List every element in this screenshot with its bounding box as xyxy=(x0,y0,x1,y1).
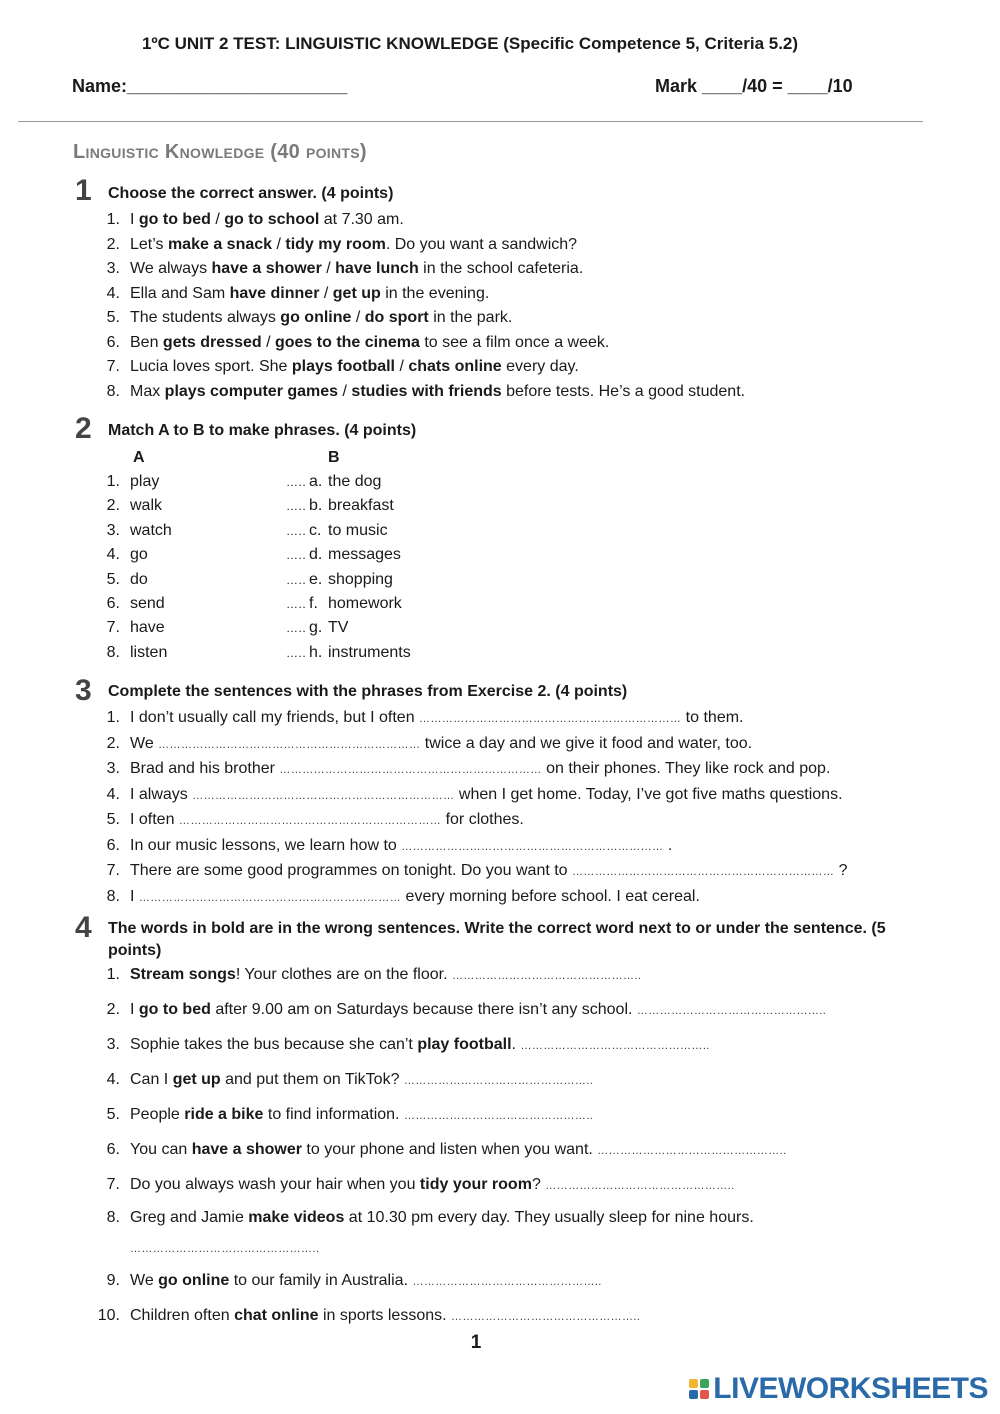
option-1[interactable]: go online xyxy=(280,309,352,326)
column-a-word: watch xyxy=(130,521,172,539)
item-text: We xyxy=(130,1272,159,1289)
answer-blank[interactable]: ………………………………………….. xyxy=(130,1243,320,1255)
item-number: 3. xyxy=(106,260,120,277)
exercise-3-item xyxy=(0,732,848,758)
item-number: 5. xyxy=(106,309,120,326)
answer-blank[interactable]: ………………………………………….. xyxy=(520,1040,710,1052)
item-text: to them. xyxy=(681,709,744,726)
item-number: 6. xyxy=(106,1141,120,1158)
answer-blank[interactable]: ………………………………………….. xyxy=(636,1005,827,1017)
item-number: 9. xyxy=(106,1272,120,1289)
column-b-letter: e. xyxy=(309,570,323,588)
item-number: 2. xyxy=(106,1001,120,1018)
exercise-4-item xyxy=(0,1264,826,1299)
answer-blank[interactable]: ….. xyxy=(286,475,307,489)
item-text: We always xyxy=(130,260,212,277)
row-number: 1. xyxy=(106,473,120,490)
exercise-1-item xyxy=(0,306,745,331)
option-2[interactable]: tidy my room xyxy=(285,235,386,253)
item-text: I often xyxy=(130,811,179,828)
column-b-phrase: shopping xyxy=(328,570,393,588)
item-text: I xyxy=(130,1001,139,1018)
option-2[interactable]: go to school xyxy=(224,211,320,228)
exercise-4-item xyxy=(0,1098,826,1133)
item-text: on their phones. They like rock and pop. xyxy=(541,760,831,777)
exercise-3-item xyxy=(0,859,848,885)
item-text: at 7.30 am. xyxy=(319,211,404,228)
exercise-1-number: 1 xyxy=(75,174,92,207)
option-1[interactable]: gets dressed xyxy=(162,333,262,351)
item-text: Do you always wash your hair when you xyxy=(130,1176,420,1193)
column-b-phrase: homework xyxy=(328,594,402,612)
item-number: 7. xyxy=(106,1176,120,1193)
item-text: I xyxy=(130,887,139,905)
row-number: 6. xyxy=(106,594,120,612)
exercise-4-item xyxy=(0,1168,826,1203)
column-b-header: B xyxy=(328,449,340,466)
column-a-word: listen xyxy=(130,643,168,661)
exercise-2-table xyxy=(0,470,600,665)
column-b-phrase: breakfast xyxy=(328,497,394,515)
match-row xyxy=(0,616,600,640)
column-a-word: play xyxy=(130,473,160,490)
exercise-3-item xyxy=(0,808,848,834)
item-text: Can I xyxy=(130,1071,173,1088)
answer-blank[interactable]: …………………………………………………………… xyxy=(192,789,455,802)
header-divider xyxy=(18,121,923,122)
exercise-1-item xyxy=(0,208,745,233)
logo-square xyxy=(689,1379,698,1388)
item-number: 5. xyxy=(106,1106,120,1123)
item-number: 1. xyxy=(106,709,120,726)
exercise-2-title: Match A to B to make phrases. (4 points) xyxy=(108,422,417,439)
option-separator: / xyxy=(338,382,352,400)
exercise-1-item xyxy=(0,233,745,258)
item-text: . xyxy=(511,1036,521,1053)
exercise-3-number: 3 xyxy=(75,674,92,707)
exercise-3-item xyxy=(0,783,848,809)
bold-phrase: have a shower xyxy=(191,1141,302,1158)
bold-phrase: make videos xyxy=(248,1209,345,1226)
column-b-phrase: the dog xyxy=(328,473,382,490)
item-text: . xyxy=(663,836,673,854)
exercise-1-item xyxy=(0,331,745,356)
item-text: ? xyxy=(834,862,848,879)
column-b-letter: d. xyxy=(309,546,323,564)
item-text: Brad and his brother xyxy=(130,760,280,777)
exercise-1-item xyxy=(0,380,745,405)
row-number: 3. xyxy=(106,521,120,539)
item-text: in the school cafeteria. xyxy=(418,260,584,277)
logo-text: LIVEWORKSHEETS xyxy=(713,1372,988,1405)
item-text: I always xyxy=(130,785,193,803)
item-number: 1. xyxy=(106,211,120,228)
logo-icon xyxy=(689,1379,709,1399)
answer-blank[interactable]: …………………………………………………………… xyxy=(138,891,402,904)
item-text: to our family in Australia. xyxy=(229,1272,413,1289)
logo-square xyxy=(689,1390,698,1399)
row-number: 8. xyxy=(106,643,120,661)
answer-blank[interactable]: …………………………………………………………… xyxy=(419,713,682,725)
item-text: There are some good programmes on tonight. Do you want to xyxy=(130,862,573,879)
option-2[interactable]: get up xyxy=(332,284,381,302)
exercise-3-title: Complete the sentences with the phrases from Exercise 2. (4 points) xyxy=(108,683,628,700)
answer-blank[interactable]: ………………………………………….. xyxy=(412,1276,602,1288)
answer-blank[interactable]: ….. xyxy=(286,596,307,611)
option-2[interactable]: studies with friends xyxy=(351,382,502,400)
option-1[interactable]: have dinner xyxy=(229,284,320,302)
row-number: 4. xyxy=(106,546,120,564)
match-row xyxy=(0,494,600,518)
answer-blank[interactable]: ….. xyxy=(286,572,307,587)
item-text: I xyxy=(130,211,139,228)
item-number: 8. xyxy=(106,1209,120,1226)
exercise-4-item xyxy=(0,1203,826,1264)
item-text: Ben xyxy=(130,333,163,351)
exercise-1-item xyxy=(0,355,745,380)
column-a-word: have xyxy=(130,619,165,637)
item-text: to your phone and listen when you want. xyxy=(301,1141,598,1158)
logo-square xyxy=(700,1390,709,1399)
answer-blank[interactable]: ………………………………………….. xyxy=(545,1180,735,1192)
item-text: Max xyxy=(130,382,165,400)
exercise-3-item xyxy=(0,885,848,911)
item-text: when I get home. Today, I’ve got five maths questions. xyxy=(454,785,843,803)
option-1[interactable]: go to bed xyxy=(138,211,211,228)
option-1[interactable]: plays football xyxy=(291,358,395,375)
exercise-4-item xyxy=(0,1133,826,1168)
exercise-2-number: 2 xyxy=(75,412,92,445)
answer-blank[interactable]: ………………………………………….. xyxy=(403,1075,594,1087)
answer-blank[interactable]: ………………………………………….. xyxy=(451,1311,641,1323)
item-text: at 10.30 pm every day. They usually sleep for nine hours. xyxy=(344,1209,754,1226)
item-text: We xyxy=(130,734,159,752)
item-text: ! Your clothes are on the floor. xyxy=(235,966,452,983)
item-text: every day. xyxy=(501,358,579,375)
item-text: ? xyxy=(531,1176,546,1193)
item-text: The students always xyxy=(130,309,281,326)
column-b-phrase: to music xyxy=(328,521,388,539)
logo-square xyxy=(700,1379,709,1388)
item-number: 4. xyxy=(106,284,120,302)
item-text: Children often xyxy=(130,1307,235,1324)
match-row xyxy=(0,568,600,592)
item-text: Let’s xyxy=(130,235,168,253)
match-row xyxy=(0,519,600,543)
item-number: 2. xyxy=(106,734,120,752)
liveworksheets-logo xyxy=(689,1372,988,1406)
item-text: before tests. He’s a good student. xyxy=(501,382,746,400)
column-a-word: send xyxy=(130,594,165,612)
option-separator: / xyxy=(395,358,409,375)
row-number: 7. xyxy=(106,619,120,637)
answer-blank[interactable]: ….. xyxy=(286,523,307,538)
column-b-letter: b. xyxy=(309,497,323,515)
option-2[interactable]: chats online xyxy=(408,358,502,375)
item-text: in the evening. xyxy=(380,284,490,302)
match-row xyxy=(0,641,600,665)
option-separator: / xyxy=(321,260,336,277)
option-separator: / xyxy=(272,235,286,253)
option-separator: / xyxy=(261,333,275,351)
page-number: 1 xyxy=(470,1332,482,1353)
exercise-4-item xyxy=(0,958,826,993)
answer-blank[interactable]: …………………………………………………………… xyxy=(158,738,421,751)
row-number: 5. xyxy=(106,570,120,588)
answer-blank[interactable]: …………………………………………………………… xyxy=(279,764,542,776)
column-b-letter: h. xyxy=(309,643,323,661)
answer-blank[interactable]: ….. xyxy=(286,548,307,563)
item-number: 7. xyxy=(106,862,120,879)
bold-phrase: tidy your room xyxy=(419,1176,532,1193)
row-number: 2. xyxy=(106,497,120,515)
exercise-3-item xyxy=(0,834,848,860)
item-text: I don’t usually call my friends, but I often xyxy=(130,709,420,726)
match-row xyxy=(0,543,600,567)
bold-phrase: ride a bike xyxy=(184,1106,264,1123)
exercise-1-title: Choose the correct answer. (4 points) xyxy=(108,185,394,202)
bold-phrase: Stream songs xyxy=(130,966,236,983)
item-number: 4. xyxy=(106,1071,120,1088)
item-number: 5. xyxy=(106,811,120,828)
item-number: 3. xyxy=(106,760,120,777)
exercise-4-item xyxy=(0,1299,826,1334)
item-text: In our music lessons, we learn how to xyxy=(130,836,402,854)
item-number: 1. xyxy=(106,966,120,983)
answer-blank[interactable]: ………………………………………….. xyxy=(403,1110,594,1122)
option-1[interactable]: make a snack xyxy=(167,235,273,253)
item-text: Greg and Jamie xyxy=(130,1209,249,1226)
option-separator: / xyxy=(351,309,365,326)
item-text: and put them on TikTok? xyxy=(220,1071,404,1088)
exercise-1-item xyxy=(0,257,745,282)
column-a-word: do xyxy=(130,570,148,588)
answer-blank[interactable]: …………………………………………………………… xyxy=(178,815,442,827)
answer-blank[interactable]: ….. xyxy=(286,499,307,514)
item-number: 6. xyxy=(106,333,120,351)
bold-phrase: go to bed xyxy=(138,1001,211,1018)
item-text: every morning before school. I eat cereal. xyxy=(401,887,700,905)
column-b-phrase: messages xyxy=(328,546,401,564)
exercise-4-item xyxy=(0,1063,826,1098)
bold-phrase: chat online xyxy=(234,1307,319,1324)
exercise-4-item xyxy=(0,1028,826,1063)
column-b-phrase: instruments xyxy=(328,643,411,661)
item-text: after 9.00 am on Saturdays because there isn’t any school. xyxy=(210,1001,637,1018)
column-b-letter: g. xyxy=(309,619,323,637)
option-2[interactable]: do sport xyxy=(364,309,429,326)
option-separator: / xyxy=(319,284,333,302)
item-text: in sports lessons. xyxy=(318,1307,452,1324)
match-row xyxy=(0,470,600,494)
item-number: 4. xyxy=(106,785,120,803)
column-a-header: A xyxy=(133,449,145,466)
item-text: twice a day and we give it food and water, too. xyxy=(420,734,753,752)
match-row xyxy=(0,592,600,616)
answer-blank[interactable]: …………………………………………………………… xyxy=(401,840,664,853)
option-2[interactable]: goes to the cinema xyxy=(274,333,420,351)
exercise-3-list xyxy=(0,706,848,910)
column-b-letter: a. xyxy=(309,473,323,490)
column-a-word: go xyxy=(130,546,148,564)
item-number: 6. xyxy=(106,836,120,854)
page-header-title: 1ºC UNIT 2 TEST: LINGUISTIC KNOWLEDGE (Specific Competence 5, Criteria 5.2) xyxy=(141,34,799,53)
item-text: for clothes. xyxy=(441,811,524,828)
exercise-1-item xyxy=(0,282,745,307)
column-b-letter: f. xyxy=(309,594,318,612)
exercise-1-list xyxy=(0,208,745,404)
name-field[interactable]: Name:______________________ xyxy=(72,76,348,96)
item-number: 7. xyxy=(106,358,120,375)
item-text: Lucia loves sport. She xyxy=(130,358,292,375)
bold-phrase: play football xyxy=(417,1036,512,1053)
column-b-phrase: TV xyxy=(328,619,349,637)
answer-blank[interactable]: …………………………………………………………… xyxy=(572,866,835,878)
item-text: You can xyxy=(130,1141,192,1158)
option-2[interactable]: have lunch xyxy=(335,260,419,277)
answer-blank[interactable]: ………………………………………….. xyxy=(597,1145,787,1157)
item-text: to find information. xyxy=(263,1106,404,1123)
column-b-letter: c. xyxy=(309,521,322,539)
exercise-4-item xyxy=(0,993,826,1028)
item-number: 10. xyxy=(97,1307,120,1324)
exercise-4-title: The words in bold are in the wrong sentences. Write the correct word next to or under the sentence. (5 points) xyxy=(108,920,886,959)
exercise-3-item xyxy=(0,757,848,783)
option-separator: / xyxy=(210,211,225,228)
item-text: Sophie takes the bus because she can’t xyxy=(130,1036,418,1053)
item-text: People xyxy=(130,1106,185,1123)
item-text: in the park. xyxy=(428,309,513,326)
item-number: 2. xyxy=(106,235,120,253)
exercise-3-item xyxy=(0,706,848,732)
answer-blank[interactable]: ….. xyxy=(286,621,307,636)
answer-blank[interactable]: ….. xyxy=(286,645,307,660)
option-1[interactable]: plays computer games xyxy=(164,382,339,400)
mark-field[interactable]: Mark ____/40 = ____/10 xyxy=(655,76,853,96)
bold-phrase: get up xyxy=(172,1071,221,1088)
section-title: Linguistic Knowledge (40 points) xyxy=(73,141,367,163)
column-a-word: walk xyxy=(130,497,163,515)
item-text: Ella and Sam xyxy=(130,284,230,302)
exercise-4-list xyxy=(0,958,826,1334)
item-number: 3. xyxy=(106,1036,120,1053)
item-number: 8. xyxy=(106,887,120,905)
exercise-4-number: 4 xyxy=(75,911,92,944)
item-text: . Do you want a sandwich? xyxy=(385,235,578,253)
item-text: to see a film once a week. xyxy=(419,333,610,351)
option-1[interactable]: have a shower xyxy=(211,260,322,277)
item-number: 8. xyxy=(106,382,120,400)
bold-phrase: go online xyxy=(158,1272,230,1289)
answer-blank[interactable]: ………………………………………….. xyxy=(451,970,642,982)
